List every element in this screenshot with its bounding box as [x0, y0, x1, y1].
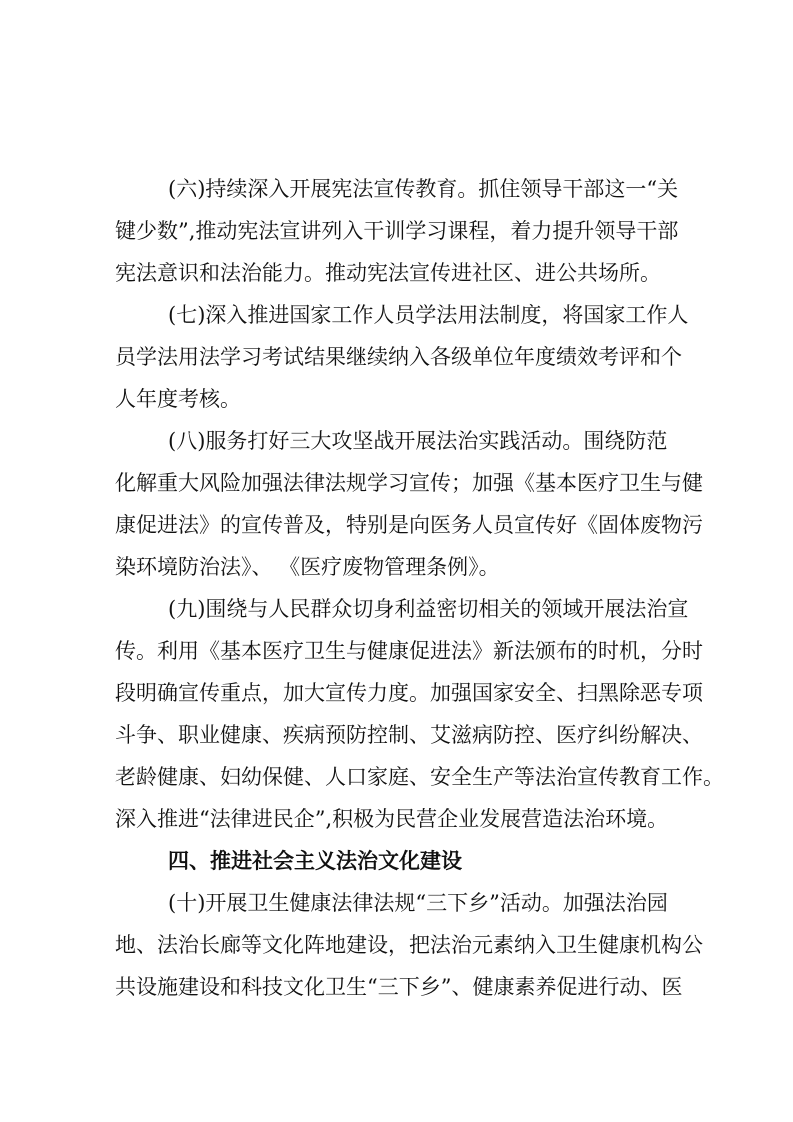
paragraph-7-line-1: (七)深入推进国家工作人员学法用法制度，将国家工作人 [168, 303, 689, 327]
paragraph-7-line-3: 人年度考核。 [115, 387, 241, 411]
paragraph-9-line-1: (九)围绕与人民群众切身利益密切相关的领域开展法治宣 [168, 597, 689, 621]
paragraph-10-line-1: (十)开展卫生健康法律法规“三下乡”活动。加强法治园 [168, 891, 668, 915]
paragraph-8-line-3: 康促进法》的宣传普及，特别是向医务人员宣传好《固体废物污 [115, 513, 703, 537]
paragraph-9-line-6: 深入推进“法律进民企”,积极为民营企业发展营造法治环境。 [115, 807, 669, 831]
paragraph-8-line-4: 染环境防治法》、 《医疗废物管理条例》。 [115, 555, 500, 579]
paragraph-8-line-2: 化解重大风险加强法律法规学习宣传；加强《基本医疗卫生与健 [115, 471, 703, 495]
paragraph-6-line-1: (六)持续深入开展宪法宣传教育。抓住领导干部这一“关 [168, 177, 679, 201]
paragraph-6-line-3: 宪法意识和法治能力。推动宪法宣传进社区、进公共场所。 [115, 261, 661, 285]
paragraph-9-line-2: 传。利用《基本医疗卫生与健康促进法》新法颁布的时机，分时 [115, 639, 703, 663]
section-heading: 四、推进社会主义法治文化建设 [168, 849, 462, 873]
paragraph-8-line-1: (八)服务打好三大攻坚战开展法治实践活动。围绕防范 [168, 429, 668, 453]
paragraph-9-line-4: 斗争、职业健康、疾病预防控制、艾滋病防控、医疗纠纷解决、 [115, 723, 703, 747]
paragraph-9-line-3: 段明确宣传重点，加大宣传力度。加强国家安全、扫黑除恶专项 [115, 681, 703, 705]
paragraph-10-line-2: 地、法治长廊等文化阵地建设，把法治元素纳入卫生健康机构公 [115, 933, 703, 957]
paragraph-7-line-2: 员学法用法学习考试结果继续纳入各级单位年度绩效考评和个 [115, 345, 682, 369]
paragraph-10-line-3: 共设施建设和科技文化卫生“三下乡”、健康素养促进行动、医 [115, 975, 683, 999]
paragraph-9-line-5: 老龄健康、妇幼保健、人口家庭、安全生产等法治宣传教育工作。 [115, 765, 724, 789]
paragraph-6-line-2: 键少数”,推动宪法宣讲列入干训学习课程，着力提升领导干部 [115, 219, 679, 243]
